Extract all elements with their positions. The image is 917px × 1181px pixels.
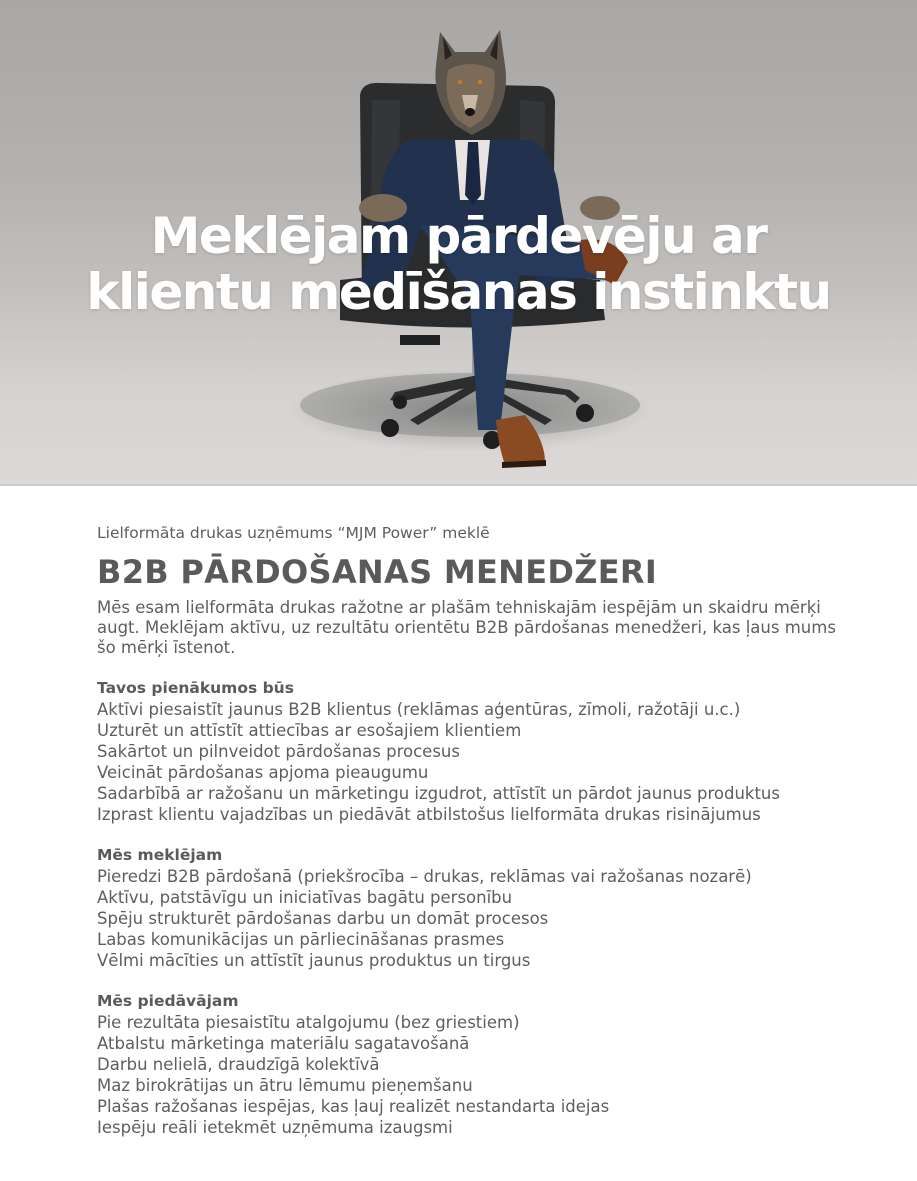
company-description: Mēs esam lielformāta drukas ražotne ar plašām tehniskajām iespējām un skaidru mērķi augt. Meklējam aktīvu, uz rezultātu orientētu B2B pārdošanas menedžeri, kas ļaus mums šo mērķi īstenot. <box>97 598 836 657</box>
list-item: Darbu nelielā, draudzīgā kolektīvā <box>97 1055 380 1074</box>
section-title: Mēs meklējam <box>97 846 223 864</box>
list-item: Pieredzi B2B pārdošanā (priekšrocība – drukas, reklāmas vai ražošanas nozarē) <box>97 867 752 886</box>
list-item: Sakārtot un pilnveidot pārdošanas procesus <box>97 742 460 761</box>
hero-title-line-1: Meklējam pārdevēju ar <box>150 207 767 265</box>
section-responsibilities <box>97 678 857 825</box>
section-title: Tavos pienākumos būs <box>97 679 294 697</box>
list-item: Spēju strukturēt pārdošanas darbu un domāt procesos <box>97 909 549 928</box>
list-item: Aktīvu, patstāvīgu un iniciatīvas bagātu personību <box>97 888 513 907</box>
job-posting-body <box>97 522 857 1138</box>
list-item: Sadarbībā ar ražošanu un mārketingu izgudrot, attīstīt un pārdot jaunus produktus <box>97 784 780 803</box>
list-item: Aktīvi piesaistīt jaunus B2B klientus (reklāmas aģentūras, zīmoli, ražotāji u.c.) <box>97 700 741 719</box>
section-title: Mēs piedāvājam <box>97 992 239 1010</box>
list-item: Labas komunikācijas un pārliecināšanas prasmes <box>97 930 505 949</box>
hero-banner <box>0 0 917 486</box>
hero-title-line-2: klientu medīšanas instinktu <box>86 263 831 321</box>
list-item: Plašas ražošanas iespējas, kas ļauj realizēt nestandarta idejas <box>97 1097 610 1116</box>
list-item: Atbalstu mārketinga materiālu sagatavošanā <box>97 1034 470 1053</box>
section-requirements <box>97 845 857 971</box>
hero-bottom-edge <box>0 484 917 486</box>
list-item: Maz birokrātijas un ātru lēmumu pieņemšanu <box>97 1076 473 1095</box>
list-item: Vēlmi mācīties un attīstīt jaunus produktus un tirgus <box>97 951 531 970</box>
list-item: Pie rezultāta piesaistītu atalgojumu (bez griestiem) <box>97 1013 520 1032</box>
job-title: B2B PĀRDOŠANAS MENEDŽERI <box>97 553 658 591</box>
list-item: Iespēju reāli ietekmēt uzņēmuma izaugsmi <box>97 1118 453 1137</box>
list-item: Izprast klientu vajadzības un piedāvāt atbilstošus lielformāta drukas risinājumus <box>97 805 761 824</box>
list-item: Uzturēt un attīstīt attiecības ar esošajiem klientiem <box>97 721 522 740</box>
hero-title <box>0 208 917 320</box>
section-offer <box>97 991 857 1138</box>
list-item: Veicināt pārdošanas apjoma pieaugumu <box>97 763 429 782</box>
company-intro: Lielformāta drukas uzņēmums “MJM Power” meklē <box>97 524 490 542</box>
